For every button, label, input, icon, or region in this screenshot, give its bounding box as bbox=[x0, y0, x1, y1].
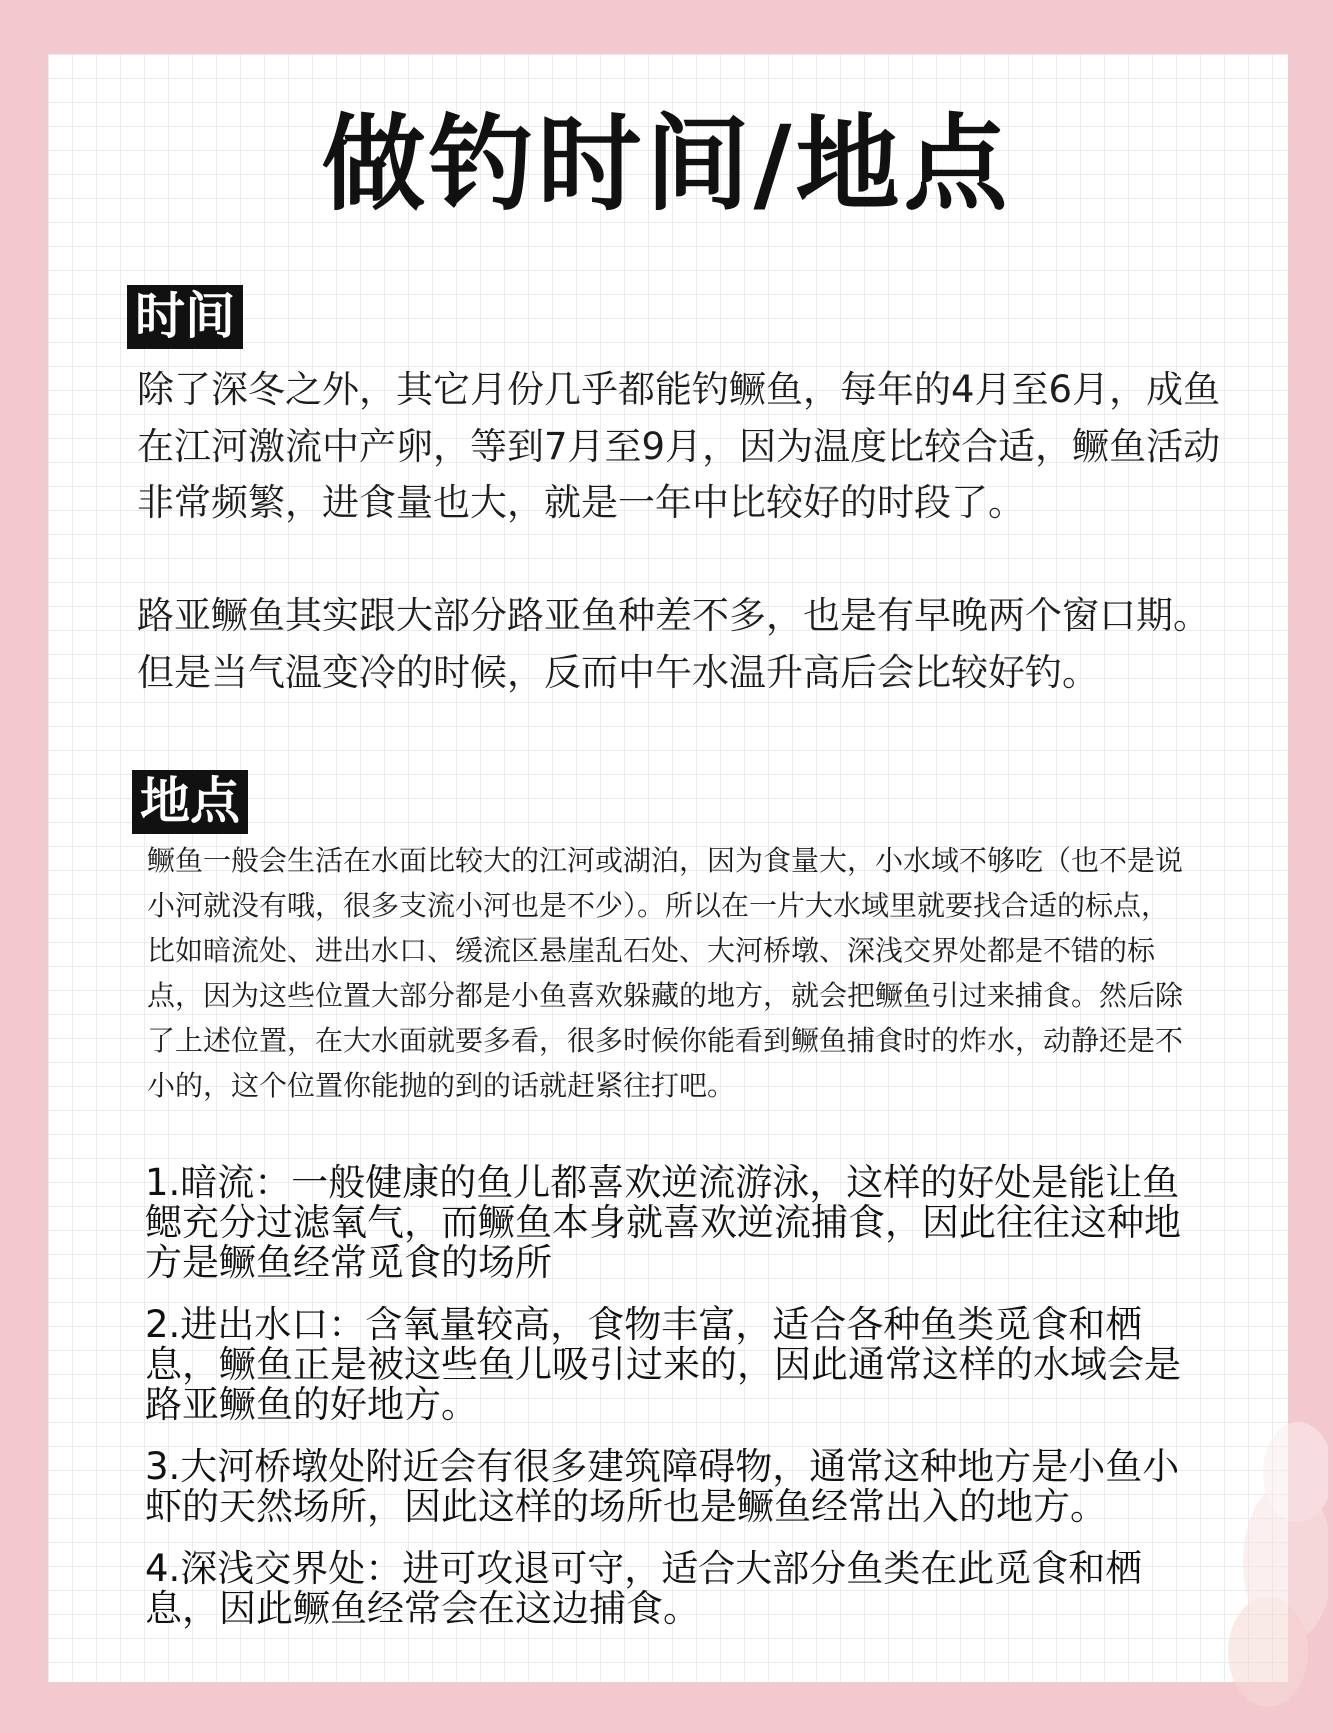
list-item: 3.大河桥墩处附近会有很多建筑障碍物，通常这种地方是小鱼小虾的天然场所，因此这样的场所也是鳜鱼经常出入的地方。 bbox=[145, 1445, 1180, 1528]
list-item: 1.暗流：一般健康的鱼儿都喜欢逆流游泳，这样的好处是能让鱼鳃充分过滤氧气，而鳜鱼本身就喜欢逆流捕食，因此往往这种地方是鳜鱼经常觅食的场所 bbox=[145, 1161, 1181, 1284]
flower-decoration-icon bbox=[1208, 1412, 1328, 1712]
list-item: 4.深浅交界处：进可攻退可守，适合大部分鱼类在此觅食和栖息，因此鳜鱼经常会在这边捕食。 bbox=[145, 1547, 1143, 1630]
time-paragraph-1: 除了深冬之外，其它月份几乎都能钓鳜鱼，每年的4月至6月，成鱼在江河激流中产卵，等到7月至9月，因为温度比较合适，鳜鱼活动非常频繁，进食量也大，就是一年中比较好的时段了。 bbox=[137, 368, 1221, 524]
place-list bbox=[145, 1163, 1195, 1651]
list-item: 2.进出水口：含氧量较高，食物丰富，适合各种鱼类觅食和栖息，鳜鱼正是被这些鱼儿吸引过来的，因此通常这样的水域会是路亚鳜鱼的好地方。 bbox=[145, 1303, 1181, 1426]
section-heading-place: 地点 bbox=[132, 770, 248, 834]
page-title: 做钓时间/地点 bbox=[321, 103, 1012, 225]
section-heading-time: 时间 bbox=[127, 285, 243, 349]
time-paragraph-2: 路亚鳜鱼其实跟大部分路亚鱼种差不多，也是有早晚两个窗口期。但是当气温变冷的时候，反而中午水温升高后会比较好钓。 bbox=[137, 594, 1210, 694]
place-intro-paragraph: 鳜鱼一般会生活在水面比较大的江河或湖泊，因为食量大，小水域不够吃（也不是说小河就没有哦，很多支流小河也是不少）。所以在一片大水域里就要找合适的标点，比如暗流处、进出水口、缓流区悬崖乱石处、大河桥墩、深浅交界处都是不错的标点，因为这些位置大部分都是小鱼喜欢躲藏的地方，就会把鳜鱼引过来捕食。然后除了上述位置，在大水面就要多看，很多时候你能看到鳜鱼捕食时的炸水，动静还是不小的，这个位置你能抛的到的话就赶紧往打吧。 bbox=[147, 844, 1184, 1102]
